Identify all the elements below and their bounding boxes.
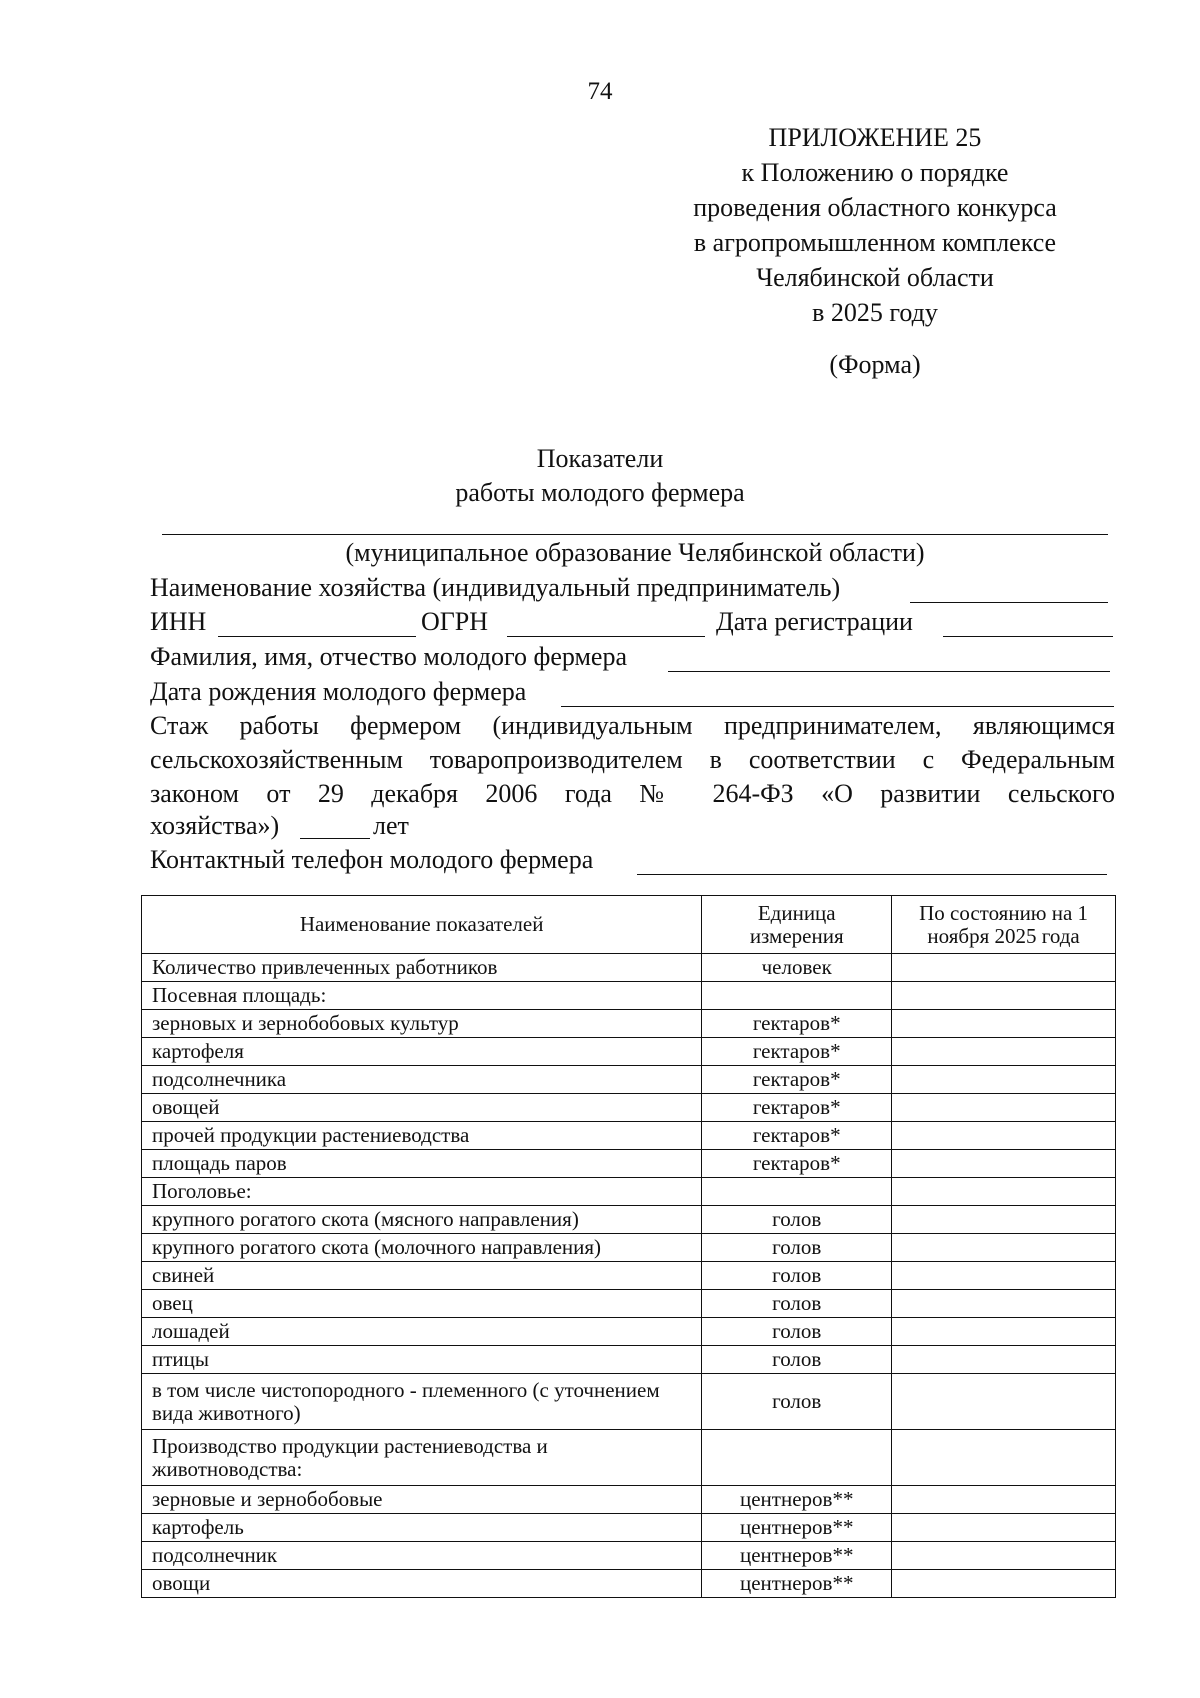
row-value-cell[interactable] [892,1570,1116,1598]
heading-line-1: Показатели [536,444,664,473]
inn-input-line[interactable] [218,636,416,637]
row-unit: центнеров** [702,1542,892,1570]
table-row [142,1542,1116,1570]
table-row [142,1234,1116,1262]
row-name: зерновых и зернобобовых культур [142,1010,702,1038]
appendix-line: в агропромышленном комплексе [693,228,1057,257]
appendix-block [640,120,1110,330]
row-value-cell[interactable] [892,1486,1116,1514]
row-value-cell[interactable] [892,1066,1116,1094]
heading-line-2: работы молодого фермера [455,478,745,507]
row-unit: гектаров* [702,1150,892,1178]
row-value-cell[interactable] [892,954,1116,982]
row-value-cell[interactable] [892,1374,1116,1430]
row-unit: голов [702,1346,892,1374]
table-row [142,1262,1116,1290]
table-row [142,1122,1116,1150]
row-value-cell[interactable] [892,1514,1116,1542]
phone-input-line[interactable] [637,874,1107,875]
row-name: зерновые и зернобобовые [142,1486,702,1514]
experience-input-line[interactable] [300,838,370,839]
table-row [142,1430,1116,1486]
row-unit [702,982,892,1010]
fio-label: Фамилия, имя, отчество молодого фермера [150,642,628,671]
row-unit: центнеров** [702,1514,892,1542]
row-unit: голов [702,1290,892,1318]
ogrn-input-line[interactable] [507,636,705,637]
row-name: Поголовье: [142,1178,702,1206]
farm-name-label: Наименование хозяйства (индивидуальный предприниматель) [150,573,841,602]
row-unit: центнеров** [702,1570,892,1598]
row-value-cell[interactable] [892,1430,1116,1486]
header-unit: Единица измерения [702,896,892,954]
table-row [142,1374,1116,1430]
header-as-of-date: По состоянию на 1 ноября 2025 года [892,896,1116,954]
row-unit: центнеров** [702,1486,892,1514]
row-name: крупного рогатого скота (молочного направления) [142,1234,702,1262]
birth-date-input-line[interactable] [561,706,1114,707]
row-name: крупного рогатого скота (мясного направления) [142,1206,702,1234]
table-row [142,982,1116,1010]
form-label: (Форма) [829,350,921,379]
row-unit: гектаров* [702,1094,892,1122]
appendix-line: проведения областного конкурса [693,193,1057,222]
inn-label: ИНН [150,607,207,636]
table-row [142,1094,1116,1122]
row-value-cell[interactable] [892,1318,1116,1346]
row-value-cell[interactable] [892,1346,1116,1374]
table-row [142,1206,1116,1234]
table-header-row [142,896,1116,954]
row-name: площадь паров [142,1150,702,1178]
page-number: 74 [587,78,613,105]
table-row [142,1038,1116,1066]
appendix-title: ПРИЛОЖЕНИЕ 25 [768,123,982,152]
row-value-cell[interactable] [892,1542,1116,1570]
row-name: лошадей [142,1318,702,1346]
row-unit: голов [702,1374,892,1430]
appendix-line: к Положению о порядке [741,158,1009,187]
row-value-cell[interactable] [892,1150,1116,1178]
row-name: птицы [142,1346,702,1374]
row-value-cell[interactable] [892,1262,1116,1290]
experience-last-line: хозяйства») [150,811,280,840]
appendix-line: Челябинской области [756,263,994,292]
row-name: прочей продукции растениеводства [142,1122,702,1150]
row-value-cell[interactable] [892,1038,1116,1066]
table-row [142,954,1116,982]
row-value-cell[interactable] [892,1010,1116,1038]
reg-date-label: Дата регистрации [716,607,913,636]
table-row [142,1066,1116,1094]
row-unit: голов [702,1318,892,1346]
row-unit: гектаров* [702,1010,892,1038]
row-name: овощи [142,1570,702,1598]
municipality-input-line[interactable] [162,534,1108,535]
row-value-cell[interactable] [892,1122,1116,1150]
reg-date-input-line[interactable] [943,636,1113,637]
row-unit: человек [702,954,892,982]
row-value-cell[interactable] [892,1290,1116,1318]
experience-line: Стаж работы фермером (индивидуальным предпринимателем, являющимся [150,711,1115,740]
row-name: Количество привлеченных работников [142,954,702,982]
table-row [142,1150,1116,1178]
municipality-caption: (муниципальное образование Челябинской области) [345,538,925,567]
row-unit: голов [702,1206,892,1234]
row-unit [702,1178,892,1206]
table-row [142,1486,1116,1514]
fio-input-line[interactable] [668,671,1110,672]
experience-line: законом от 29 декабря 2006 года № 264-ФЗ «О развитии сельского [150,779,1115,808]
phone-label: Контактный телефон молодого фермера [150,845,594,874]
row-name: овец [142,1290,702,1318]
row-unit: гектаров* [702,1066,892,1094]
experience-line: сельскохозяйственным товаропроизводителем в соответствии с Федеральным [150,745,1115,774]
farm-name-input-line[interactable] [910,602,1108,603]
table-row [142,1570,1116,1598]
row-unit: голов [702,1234,892,1262]
row-value-cell[interactable] [892,982,1116,1010]
table-row [142,1346,1116,1374]
row-name: Производство продукции растениеводства и животноводства: [142,1430,702,1486]
indicators-table [141,895,1116,1598]
row-name: овощей [142,1094,702,1122]
table-row [142,1514,1116,1542]
appendix-line: в 2025 году [812,298,938,327]
row-unit: гектаров* [702,1122,892,1150]
row-unit: гектаров* [702,1038,892,1066]
row-name: картофель [142,1514,702,1542]
document-heading [0,442,1200,510]
row-name: свиней [142,1262,702,1290]
table-row [142,1318,1116,1346]
row-name: картофеля [142,1038,702,1066]
birth-date-label: Дата рождения молодого фермера [150,677,527,706]
table-row [142,1290,1116,1318]
row-name: подсолнечника [142,1066,702,1094]
ogrn-label: ОГРН [421,607,489,636]
row-value-cell[interactable] [892,1094,1116,1122]
row-name: в том числе чистопородного - племенного (с уточнением вида животного) [142,1374,702,1430]
table-row [142,1178,1116,1206]
row-value-cell[interactable] [892,1234,1116,1262]
row-name: Посевная площадь: [142,982,702,1010]
table-row [142,1010,1116,1038]
experience-unit: лет [373,811,409,840]
row-value-cell[interactable] [892,1206,1116,1234]
row-unit: голов [702,1262,892,1290]
header-indicator-name: Наименование показателей [142,896,702,954]
row-unit [702,1430,892,1486]
row-value-cell[interactable] [892,1178,1116,1206]
row-name: подсолнечник [142,1542,702,1570]
